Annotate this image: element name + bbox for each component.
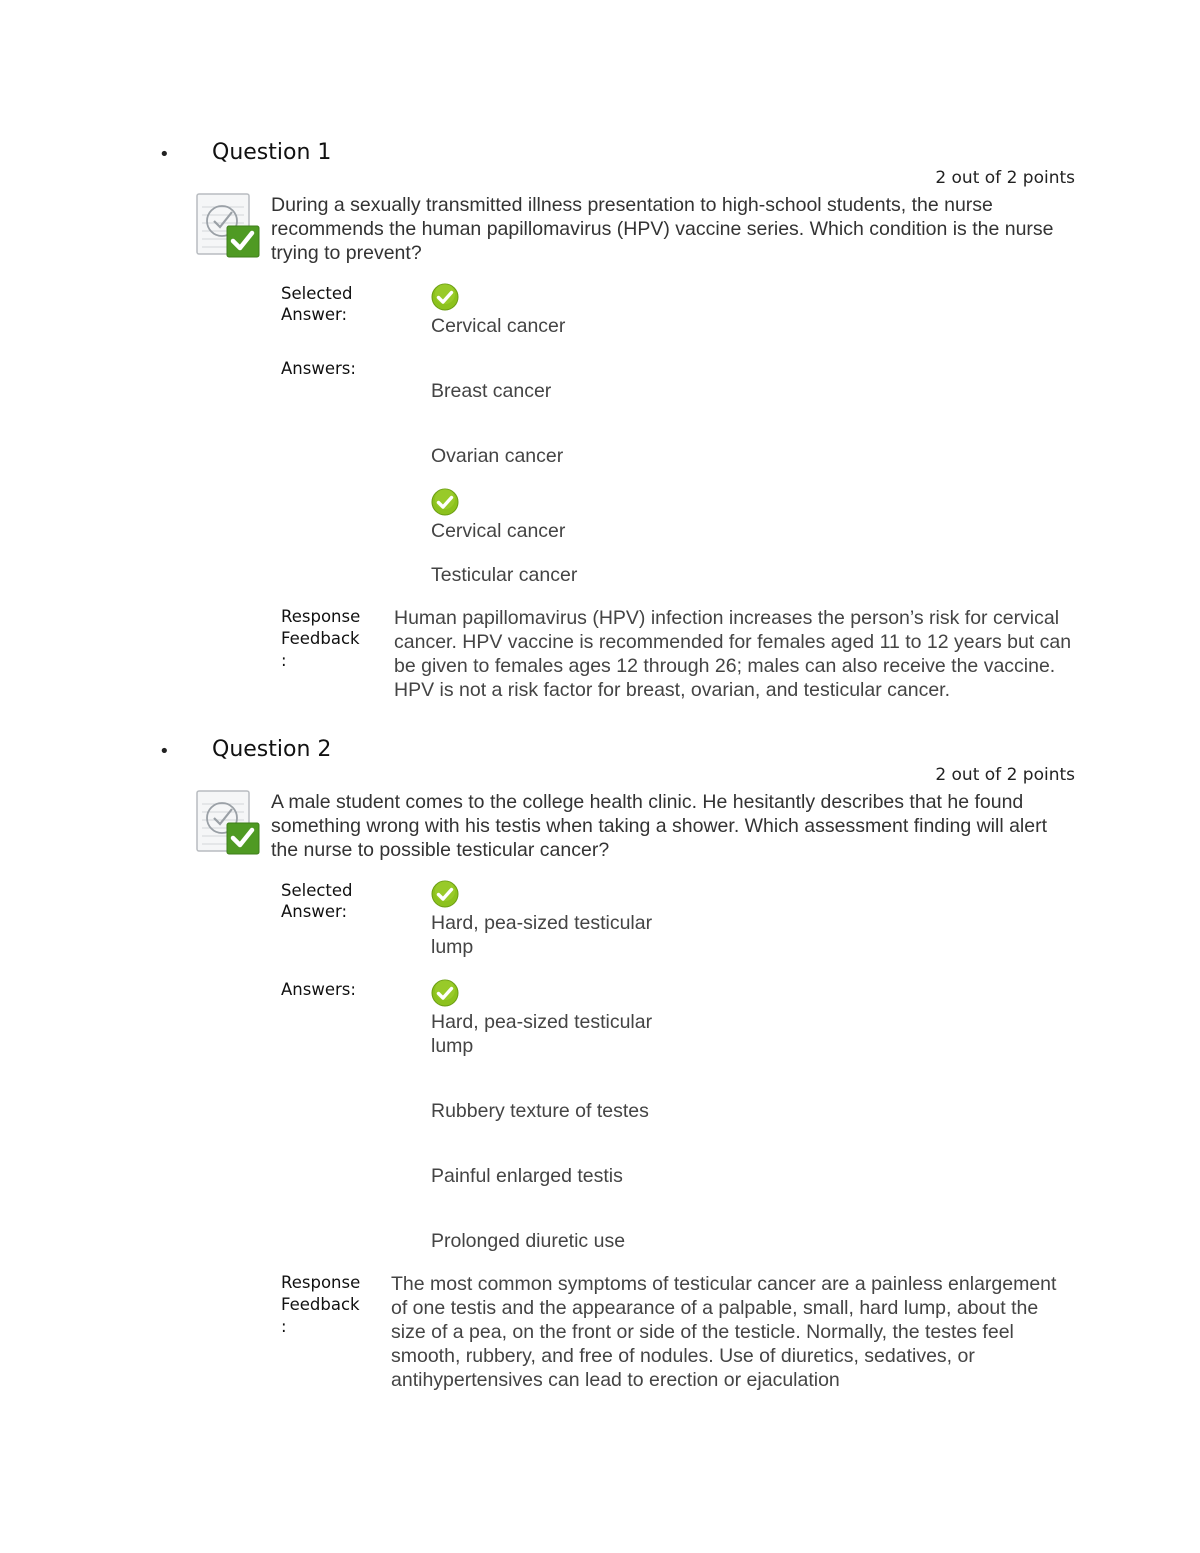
- label-line: Feedback: [281, 629, 360, 648]
- answer-option: Prolonged diuretic use: [431, 1230, 626, 1252]
- answer-option-correct: Cervical cancer: [431, 520, 566, 542]
- answer-option: Ovarian cancer: [431, 445, 564, 467]
- answer-option: Painful enlarged testis: [431, 1165, 623, 1187]
- label-line: Response: [281, 1273, 361, 1292]
- bullet: •: [159, 144, 170, 165]
- bullet: •: [159, 741, 170, 762]
- answers-label: Answers:: [281, 359, 356, 378]
- correct-check-icon: [431, 979, 459, 1007]
- answer-option-correct: Hard, pea-sized testicular lump: [431, 1011, 653, 1057]
- question-title: Question 1: [212, 140, 332, 165]
- label-line: Answer:: [281, 305, 348, 324]
- correct-check-icon: [431, 283, 459, 311]
- graded-checklist-icon: [196, 790, 262, 856]
- selected-answer: Cervical cancer: [431, 315, 566, 337]
- points-score: 2 out of 2 points: [935, 765, 1075, 785]
- question-text: A male student comes to the college health clinic. He hesitantly describes that he found something wrong with his testis when taking a shower. Which assessment finding will alert the nurse to possible testicular cancer?: [271, 791, 1048, 861]
- answer-option: Testicular cancer: [431, 564, 578, 586]
- label-line: :: [281, 1317, 287, 1336]
- question-text: During a sexually transmitted illness presentation to high-school students, the nurse recommends the human papillomavirus (HPV) vaccine series. Which condition is the nurse trying to prevent?: [271, 194, 1054, 264]
- answers-label: Answers:: [281, 980, 356, 999]
- correct-check-icon: [431, 880, 459, 908]
- response-feedback-label: [281, 606, 360, 672]
- selected-answer-label: [281, 283, 353, 325]
- response-feedback: The most common symptoms of testicular cancer are a painless enlargement of one testis and the appearance of a palpable, small, hard lump, about the size of a pea, on the front or side of the testicle. Normally, the testes feel smooth, rubbery, and free of nodules. Use of diuretics, sedatives, or antihypertensives can lead to erection or ejaculation: [391, 1273, 1057, 1391]
- label-line: Selected: [281, 284, 353, 303]
- graded-checklist-icon: [196, 193, 262, 259]
- label-line: Selected: [281, 881, 353, 900]
- answer-option: Rubbery texture of testes: [431, 1100, 649, 1122]
- label-line: Response: [281, 607, 361, 626]
- answer-option: Breast cancer: [431, 380, 552, 402]
- points-score: 2 out of 2 points: [935, 168, 1075, 188]
- selected-answer: Hard, pea-sized testicular lump: [431, 912, 653, 958]
- label-line: Feedback: [281, 1295, 360, 1314]
- selected-answer-label: [281, 880, 353, 922]
- label-line: :: [281, 651, 287, 670]
- response-feedback: Human papillomavirus (HPV) infection increases the person’s risk for cervical cancer. HPV vaccine is recommended for females aged 11 to 12 years but can be given to females ages 12 through 26; males can also receive the vaccine. HPV is not a risk factor for breast, ovarian, and testicular cancer.: [394, 607, 1072, 701]
- response-feedback-label: [281, 1272, 360, 1338]
- question-title: Question 2: [212, 737, 332, 762]
- correct-check-icon: [431, 488, 459, 516]
- label-line: Answer:: [281, 902, 348, 921]
